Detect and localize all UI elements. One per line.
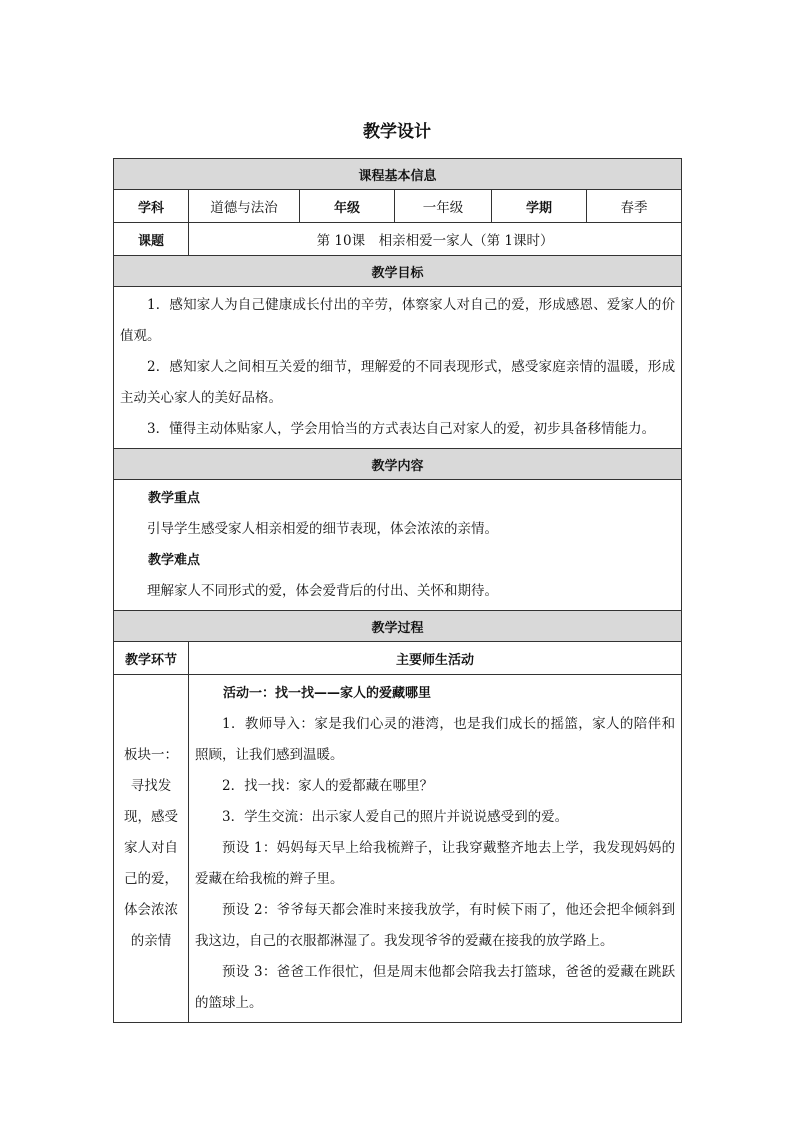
activity-paragraph: 3．学生交流：出示家人爱自己的照片并说说感受到的爱。 [222,809,569,825]
content-header-row [114,449,682,480]
term-label: 学期 [492,190,587,223]
objective-item: 3．懂得主动体贴家人，学会用恰当的方式表达自己对家人的爱，初步具备移情能力。 [147,421,656,437]
activity-column-header: 主要师生活动 [189,642,682,675]
key-point-text: 引导学生感受家人相亲相爱的细节表现，体会浓浓的亲情。 [147,521,498,537]
block-line: 的亲情 [130,933,172,949]
block-line: 己的爱， [124,871,178,887]
content-heading: 教学内容 [114,449,682,480]
grade-label: 年级 [300,190,395,223]
activity-cell [189,675,682,1023]
topic-label: 课题 [114,223,189,256]
topic-value: 第 10课 相亲相爱一家人（第 1课时） [189,223,682,256]
content-row [114,480,682,611]
stage-column-header: 教学环节 [114,642,189,675]
objectives-row [114,287,682,449]
activity-paragraph: 预设 1：妈妈每天早上给我梳辫子，让我穿戴整齐地去上学，我发现妈妈的爱藏在给我梳的辫子里。 [195,840,676,887]
activity-paragraph: 预设 3：爸爸工作很忙，但是周末他都会陪我去打篮球，爸爸的爱藏在跳跃的篮球上。 [195,964,676,1011]
objective-item: 1．感知家人为自己健康成长付出的辛劳，体察家人对自己的爱，形成感恩、爱家人的价值观。 [120,297,676,344]
difficult-point-label: 教学难点 [148,553,201,568]
lesson-plan-table [113,158,682,1023]
term-value: 春季 [587,190,682,223]
difficult-point-text: 理解家人不同形式的爱，体会爱背后的付出、关怀和期待。 [147,583,498,599]
block-line: 寻找发 [130,778,172,794]
document-title: 教学设计 [363,122,431,142]
block-one-cell [114,675,189,1023]
process-heading: 教学过程 [114,611,682,642]
block-one-label [114,740,188,957]
activity-title: 活动一：找一找——家人的爱藏哪里 [223,686,432,701]
block-line: 现，感受 [124,809,178,825]
objectives-header-row [114,256,682,287]
block-line: 体会浓浓 [124,902,178,918]
process-header-row [114,611,682,642]
process-columns-row [114,642,682,675]
activity-paragraph: 预设 2：爷爷每天都会准时来接我放学，有时候下雨了，他还会把伞倾斜到我这边，自己的衣服都淋湿了。我发现爷爷的爱藏在接我的放学路上。 [195,902,676,949]
basic-info-row [114,190,682,223]
activity-paragraph: 2．找一找：家人的爱都藏在哪里？ [222,778,434,794]
topic-row [114,223,682,256]
activity-paragraph: 1．教师导入：家是我们心灵的港湾，也是我们成长的摇篮，家人的陪伴和照顾，让我们感到温暖。 [195,716,676,763]
grade-value: 一年级 [395,190,492,223]
subject-value: 道德与法治 [189,190,300,223]
block-line: 家人对自 [124,840,178,856]
subject-label: 学科 [114,190,189,223]
content-cell [114,480,682,611]
process-block-row [114,675,682,1023]
objectives-heading: 教学目标 [114,256,682,287]
objectives-cell [114,287,682,449]
block-line: 板块一： [124,747,178,763]
basic-info-header-row [114,159,682,190]
key-point-label: 教学重点 [148,491,201,506]
basic-info-heading: 课程基本信息 [114,159,682,190]
objective-item: 2．感知家人之间相互关爱的细节，理解爱的不同表现形式，感受家庭亲情的温暖，形成主动关心家人的美好品格。 [120,359,676,406]
